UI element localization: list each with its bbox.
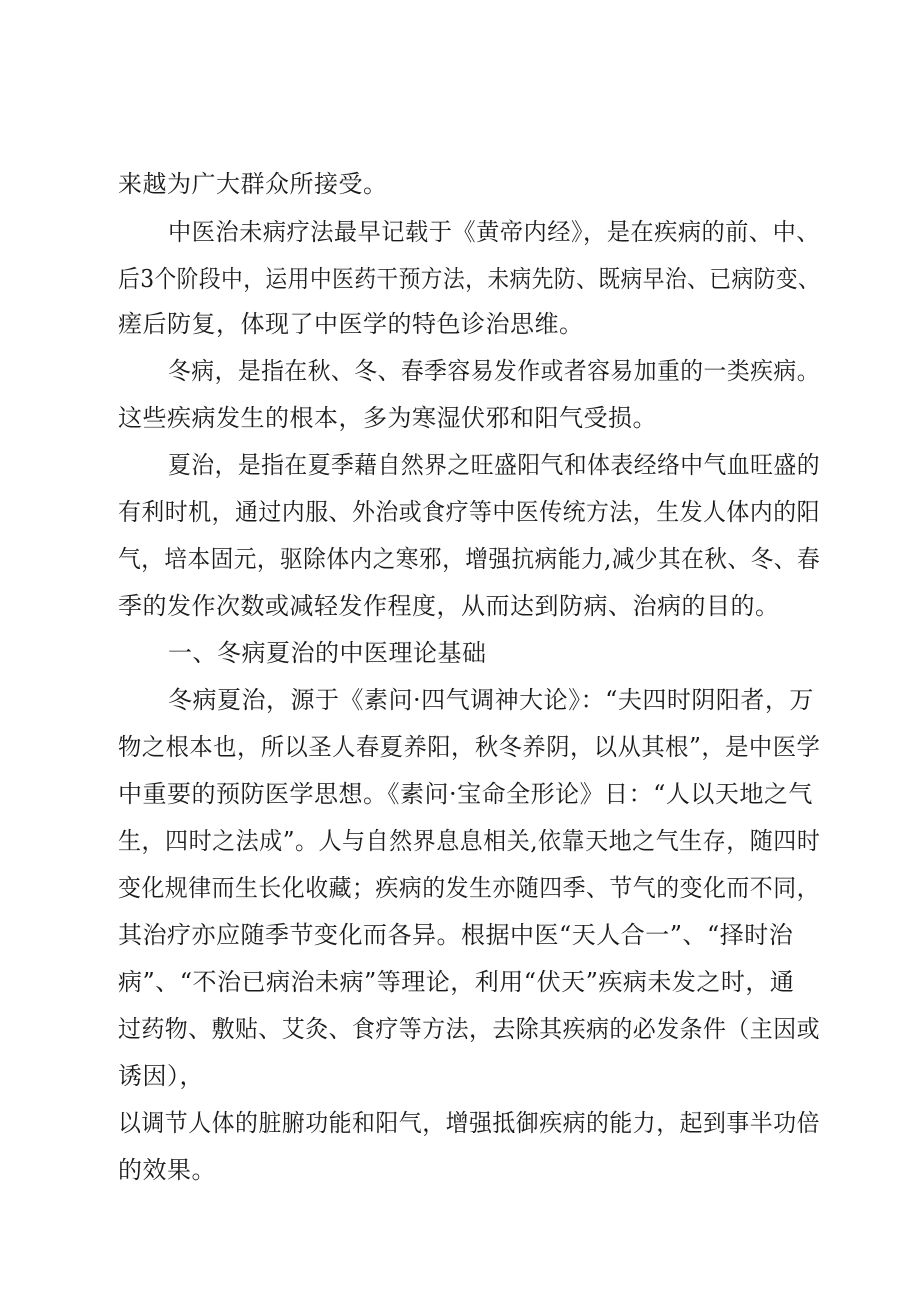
text-line: 变化规律而生长化收藏；疾病的发生亦随四季、节气的变化而不同， — [118, 874, 820, 902]
text-line: 以调节人体的脏腑功能和阳气，增强抵御疾病的能力，起到事半功倍 — [118, 1109, 820, 1137]
text-line: 病”、“不治已病治未病”等理论，利用“伏天”疾病未发之时，通 — [118, 968, 795, 996]
section-heading: 一、冬病夏治的中医理论基础 — [168, 639, 487, 667]
text-line: 后3个阶段中，运用中医药干预方法，未病先防、既病早治、已病防变、 — [118, 265, 821, 293]
text-line: 这些疾病发生的根本，多为寒湿伏邪和阳气受损。 — [118, 404, 657, 432]
text-line: 气，培本固元，驱除体内之寒邪，增强抗病能力,减少其在秋、冬、春 — [118, 545, 821, 573]
text-line: 的效果。 — [118, 1156, 216, 1184]
text-line: 季的发作次数或减轻发作程度，从而达到防病、治病的目的。 — [118, 592, 780, 620]
text-line: 来越为广大群众所接受。 — [118, 170, 388, 198]
text-line: 冬病夏治，源于《素问·四气调神大论》：“夫四时阴阳者，万 — [168, 686, 814, 714]
text-line: 中重要的预防医学思想。《素问·宝命全形论》日：“人以天地之气 — [118, 780, 813, 808]
text-line: 冬病，是指在秋、冬、春季容易发作或者容易加重的一类疾病。 — [168, 357, 820, 385]
text-line: 夏治，是指在夏季藉自然界之旺盛阳气和体表经络中气血旺盛的 — [168, 451, 820, 479]
text-line: 过药物、敷贴、艾灸、食疗等方法，去除其疾病的必发条件（主因或 — [118, 1015, 820, 1043]
text-line: 物之根本也，所以圣人春夏养阳，秋冬养阴，以从其根”，是中医学 — [118, 733, 821, 761]
text-line: 有利时机，通过内服、外治或食疗等中医传统方法，生发人体内的阳 — [118, 498, 820, 526]
text-line: 诱因）， — [118, 1062, 204, 1090]
text-line: 中医治未病疗法最早记载于《黄帝内经》，是在疾病的前、中、 — [168, 218, 821, 246]
text-line: 生，四时之法成”。人与自然界息息相关,依靠天地之气生存，随四时 — [118, 827, 821, 855]
text-line: 瘥后防复，体现了中医学的特色诊治思维。 — [118, 310, 584, 338]
text-line: 其治疗亦应随季节变化而各异。根据中医“天人合一”、“择时治 — [118, 921, 794, 949]
